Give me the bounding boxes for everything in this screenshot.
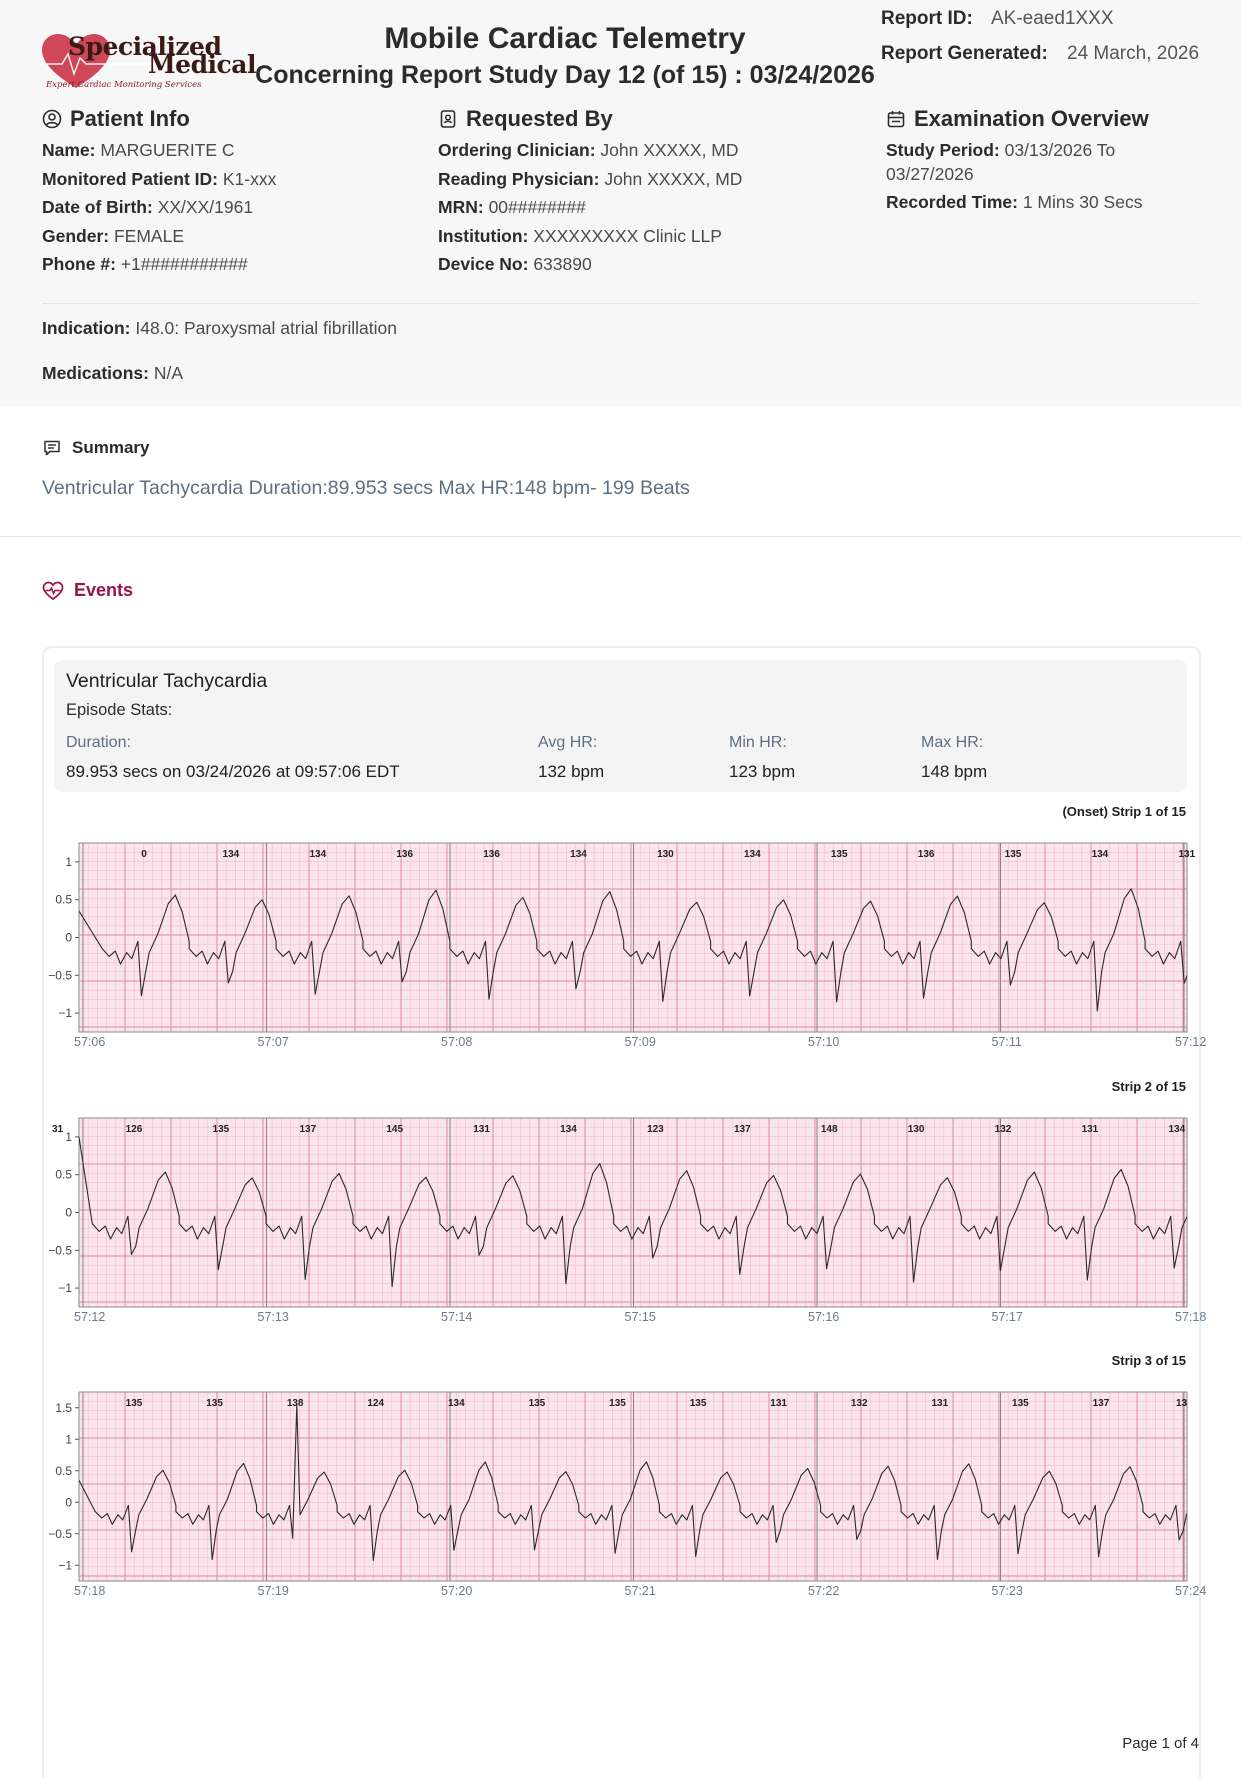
institution-field <box>438 222 742 251</box>
stat-label: Min HR: <box>729 734 787 751</box>
hr-label: 131 <box>931 1398 949 1409</box>
y-tick-label: 0 <box>65 1495 72 1510</box>
field-value: 633890 <box>533 254 592 274</box>
user-circle-icon <box>42 109 62 129</box>
field-value: K1-xxx <box>222 168 277 189</box>
stat-value: 148 bpm <box>921 762 988 781</box>
hr-label: 137 <box>1092 1398 1110 1409</box>
stat-value: 89.953 secs on 03/24/2026 at 09:57:06 EDT <box>66 762 400 781</box>
episode-title: Ventricular Tachycardia <box>66 670 268 692</box>
hr-label: 134 <box>1091 849 1109 860</box>
y-tick-label: −0.5 <box>48 1243 72 1258</box>
hr-label: 136 <box>483 849 500 860</box>
y-tick-label: −0.5 <box>48 1526 72 1541</box>
hr-label: 148 <box>820 1124 838 1135</box>
hr-label: 131 <box>770 1398 787 1409</box>
patient-phone-field <box>42 250 276 279</box>
hr-label: 13 <box>1176 1398 1188 1409</box>
y-tick-label: −1 <box>58 1558 72 1573</box>
medications-line <box>42 363 183 384</box>
stat-label: Max HR: <box>921 734 984 751</box>
hr-label: 131 <box>1081 1124 1099 1135</box>
events-heading-text: Events <box>74 580 134 600</box>
field-label: MRN: <box>438 197 484 217</box>
episode-stats-label: Episode Stats: <box>66 701 173 719</box>
hr-label: 135 <box>1004 849 1022 860</box>
hr-label: 134 <box>1168 1124 1186 1135</box>
indication-value: I48.0: Paroxysmal atrial fibrillation <box>135 318 397 338</box>
ecg-strip-1 <box>42 835 1207 1055</box>
hr-label: 131 <box>473 1124 490 1135</box>
requested-by-heading <box>438 106 742 132</box>
field-label: Phone #: <box>42 254 116 274</box>
recorded-time-field <box>886 188 1149 217</box>
field-value: +1########### <box>120 254 248 274</box>
y-tick-label: 0.5 <box>55 892 72 907</box>
hr-label: 31 <box>52 1124 64 1135</box>
summary-heading-text: Summary <box>72 438 150 457</box>
field-value: FEMALE <box>113 225 185 246</box>
field-label: Gender: <box>42 225 110 246</box>
field-value-continued: 03/27/2026 <box>886 163 974 184</box>
patient-id-field <box>42 165 276 194</box>
hr-label: 134 <box>743 849 761 860</box>
report-generated-value: 24 March, 2026 <box>1067 43 1200 64</box>
y-tick-label: 1 <box>65 1129 72 1144</box>
field-value: XX/XX/1961 <box>157 197 254 217</box>
field-label: Device No: <box>438 254 529 274</box>
hr-label: 134 <box>447 1398 465 1409</box>
field-label: Recorded Time: <box>886 192 1018 212</box>
y-tick-label: −1 <box>58 1281 72 1296</box>
examination-overview-heading <box>886 106 1149 132</box>
hr-label: 124 <box>367 1398 385 1409</box>
logo-tagline: Expert Cardiac Monitoring Services <box>46 80 202 90</box>
hr-label: 134 <box>560 1124 577 1135</box>
field-label: Name: <box>42 140 96 160</box>
indication-line <box>42 318 397 339</box>
field-label: Study Period: <box>886 140 1000 160</box>
hr-label: 135 <box>1012 1398 1029 1409</box>
y-tick-label: 0.5 <box>55 1167 72 1182</box>
field-label: Monitored Patient ID: <box>42 168 218 189</box>
id-badge-icon <box>438 109 458 129</box>
hr-label: 145 <box>386 1124 404 1135</box>
medications-value: N/A <box>153 363 184 383</box>
ecg-strip-2-chart <box>42 1110 1207 1325</box>
hr-label: 136 <box>396 849 414 860</box>
episode-duration-stat <box>66 734 400 782</box>
time-tick-label: 57:11 <box>991 1035 1022 1049</box>
hr-label: 134 <box>570 849 587 860</box>
hr-label: 131 <box>1178 849 1196 860</box>
y-tick-label: 0 <box>65 1205 72 1220</box>
time-tick-label: 57:14 <box>441 1310 473 1324</box>
hr-label: 134 <box>309 849 327 860</box>
time-tick-label: 57:23 <box>991 1584 1023 1598</box>
strip-3-label: Strip 3 of 15 <box>1111 1353 1186 1368</box>
section-divider <box>42 303 1199 304</box>
grid-background <box>79 1118 1187 1307</box>
field-label: Date of Birth: <box>42 197 153 217</box>
time-tick-label: 57:22 <box>808 1584 840 1598</box>
time-tick-label: 57:08 <box>441 1035 473 1049</box>
time-tick-label: 57:20 <box>441 1584 473 1598</box>
page-number: Page 1 of 4 <box>1122 1735 1199 1752</box>
patient-info-section <box>42 106 276 279</box>
hr-label: 135 <box>212 1124 230 1135</box>
hr-label: 135 <box>125 1398 143 1409</box>
time-tick-label: 57:13 <box>257 1310 289 1324</box>
study-period-field <box>886 139 1149 186</box>
examination-overview-section <box>886 106 1149 217</box>
time-tick-label: 57:07 <box>257 1035 289 1049</box>
episode-max-hr-stat <box>921 734 987 782</box>
time-tick-label: 57:21 <box>624 1584 656 1598</box>
hr-label: 135 <box>206 1398 223 1409</box>
field-value: XXXXXXXXX Clinic LLP <box>533 225 722 246</box>
ecg-strip-1-chart <box>42 835 1207 1050</box>
patient-info-heading <box>42 106 276 132</box>
reading-physician-field <box>438 165 742 194</box>
report-id-row <box>881 8 1114 30</box>
device-no-field <box>438 250 742 279</box>
stat-label: Duration: <box>66 734 131 751</box>
section-divider <box>0 536 1241 537</box>
patient-gender-field <box>42 222 276 251</box>
hr-label: 132 <box>850 1398 868 1409</box>
time-tick-label: 57:19 <box>257 1584 289 1598</box>
y-tick-label: 1.5 <box>55 1400 72 1415</box>
time-tick-label: 57:12 <box>1175 1035 1207 1049</box>
indication-label: Indication: <box>42 318 131 338</box>
stat-value: 132 bpm <box>538 762 605 781</box>
episode-card <box>54 660 1187 792</box>
hr-label: 0 <box>141 849 147 860</box>
field-value: John XXXXX, MD <box>600 140 739 160</box>
field-value: 03/13/2026 To <box>1004 140 1116 160</box>
field-value: MARGUERITE C <box>100 140 235 160</box>
time-tick-label: 57:18 <box>1175 1310 1207 1324</box>
time-tick-label: 57:16 <box>808 1310 840 1324</box>
hr-label: 130 <box>907 1124 925 1135</box>
logo-text-line2: Medical <box>148 50 256 79</box>
hr-label: 138 <box>286 1398 304 1409</box>
summary-text: Ventricular Tachycardia Duration:89.953 secs Max HR:148 bpm- 199 Beats <box>42 477 690 499</box>
calendar-icon <box>886 109 906 129</box>
stat-value: 123 bpm <box>729 762 796 781</box>
mrn-field <box>438 193 742 222</box>
y-tick-label: −1 <box>58 1006 72 1021</box>
grid-background <box>79 843 1187 1032</box>
hr-label: 126 <box>125 1124 143 1135</box>
y-tick-label: 0 <box>65 930 72 945</box>
logo-text-line1: Specialized <box>68 32 222 61</box>
report-id-label: Report ID: <box>881 8 973 29</box>
field-value: 00######## <box>488 197 586 217</box>
medications-label: Medications: <box>42 363 149 383</box>
field-value: 1 Mins 30 Secs <box>1022 192 1143 212</box>
hr-label: 137 <box>299 1124 317 1135</box>
events-heading <box>42 580 133 601</box>
field-label: Ordering Clinician: <box>438 140 596 160</box>
y-tick-label: 0.5 <box>55 1463 72 1478</box>
hr-label: 135 <box>689 1398 707 1409</box>
report-id-value: AK-eaed1XXX <box>991 8 1114 29</box>
hr-label: 123 <box>647 1124 664 1135</box>
y-tick-label: 1 <box>65 854 72 869</box>
heart-pulse-icon <box>42 581 64 601</box>
company-logo <box>40 28 255 96</box>
requested-by-heading-text: Requested By <box>466 106 613 131</box>
time-tick-label: 57:24 <box>1175 1584 1207 1598</box>
field-value: John XXXXX, MD <box>604 168 743 189</box>
field-label: Reading Physician: <box>438 168 600 189</box>
hr-label: 135 <box>609 1398 626 1409</box>
grid-background <box>79 1392 1187 1581</box>
ecg-strip-3 <box>42 1384 1207 1604</box>
episode-min-hr-stat <box>729 734 795 782</box>
hr-label: 134 <box>222 849 240 860</box>
examination-overview-heading-text: Examination Overview <box>914 106 1149 131</box>
stat-label: Avg HR: <box>538 734 598 751</box>
ordering-clinician-field <box>438 136 742 165</box>
episode-avg-hr-stat <box>538 734 604 782</box>
ecg-strip-2 <box>42 1110 1207 1330</box>
time-tick-label: 57:06 <box>74 1035 106 1049</box>
hr-label: 136 <box>917 849 935 860</box>
chat-bubble-icon <box>42 438 62 458</box>
hr-label: 135 <box>830 849 848 860</box>
time-tick-label: 57:18 <box>74 1584 106 1598</box>
time-tick-label: 57:10 <box>808 1035 840 1049</box>
y-tick-label: 1 <box>65 1432 72 1447</box>
patient-dob-field <box>42 193 276 222</box>
hr-label: 132 <box>994 1124 1012 1135</box>
hr-label: 130 <box>657 849 674 860</box>
report-generated-label: Report Generated: <box>881 43 1048 64</box>
time-tick-label: 57:09 <box>624 1035 656 1049</box>
strip-2-label: Strip 2 of 15 <box>1111 1079 1186 1094</box>
hr-label: 135 <box>528 1398 546 1409</box>
requested-by-section <box>438 106 742 279</box>
report-generated-row <box>881 43 1199 65</box>
strip-1-label: (Onset) Strip 1 of 15 <box>1062 804 1186 819</box>
time-tick-label: 57:17 <box>991 1310 1023 1324</box>
field-label: Institution: <box>438 225 529 246</box>
y-tick-label: −0.5 <box>48 968 72 983</box>
hr-label: 137 <box>733 1124 751 1135</box>
report-subtitle: Concerning Report Study Day 12 (of 15) : 03/24/2026 <box>255 61 875 89</box>
patient-info-heading-text: Patient Info <box>70 106 190 131</box>
ecg-strip-3-chart <box>42 1384 1207 1599</box>
time-tick-label: 57:15 <box>624 1310 656 1324</box>
summary-heading <box>42 438 149 458</box>
patient-name-field <box>42 136 276 165</box>
report-title: Mobile Cardiac Telemetry <box>384 22 746 55</box>
time-tick-label: 57:12 <box>74 1310 106 1324</box>
